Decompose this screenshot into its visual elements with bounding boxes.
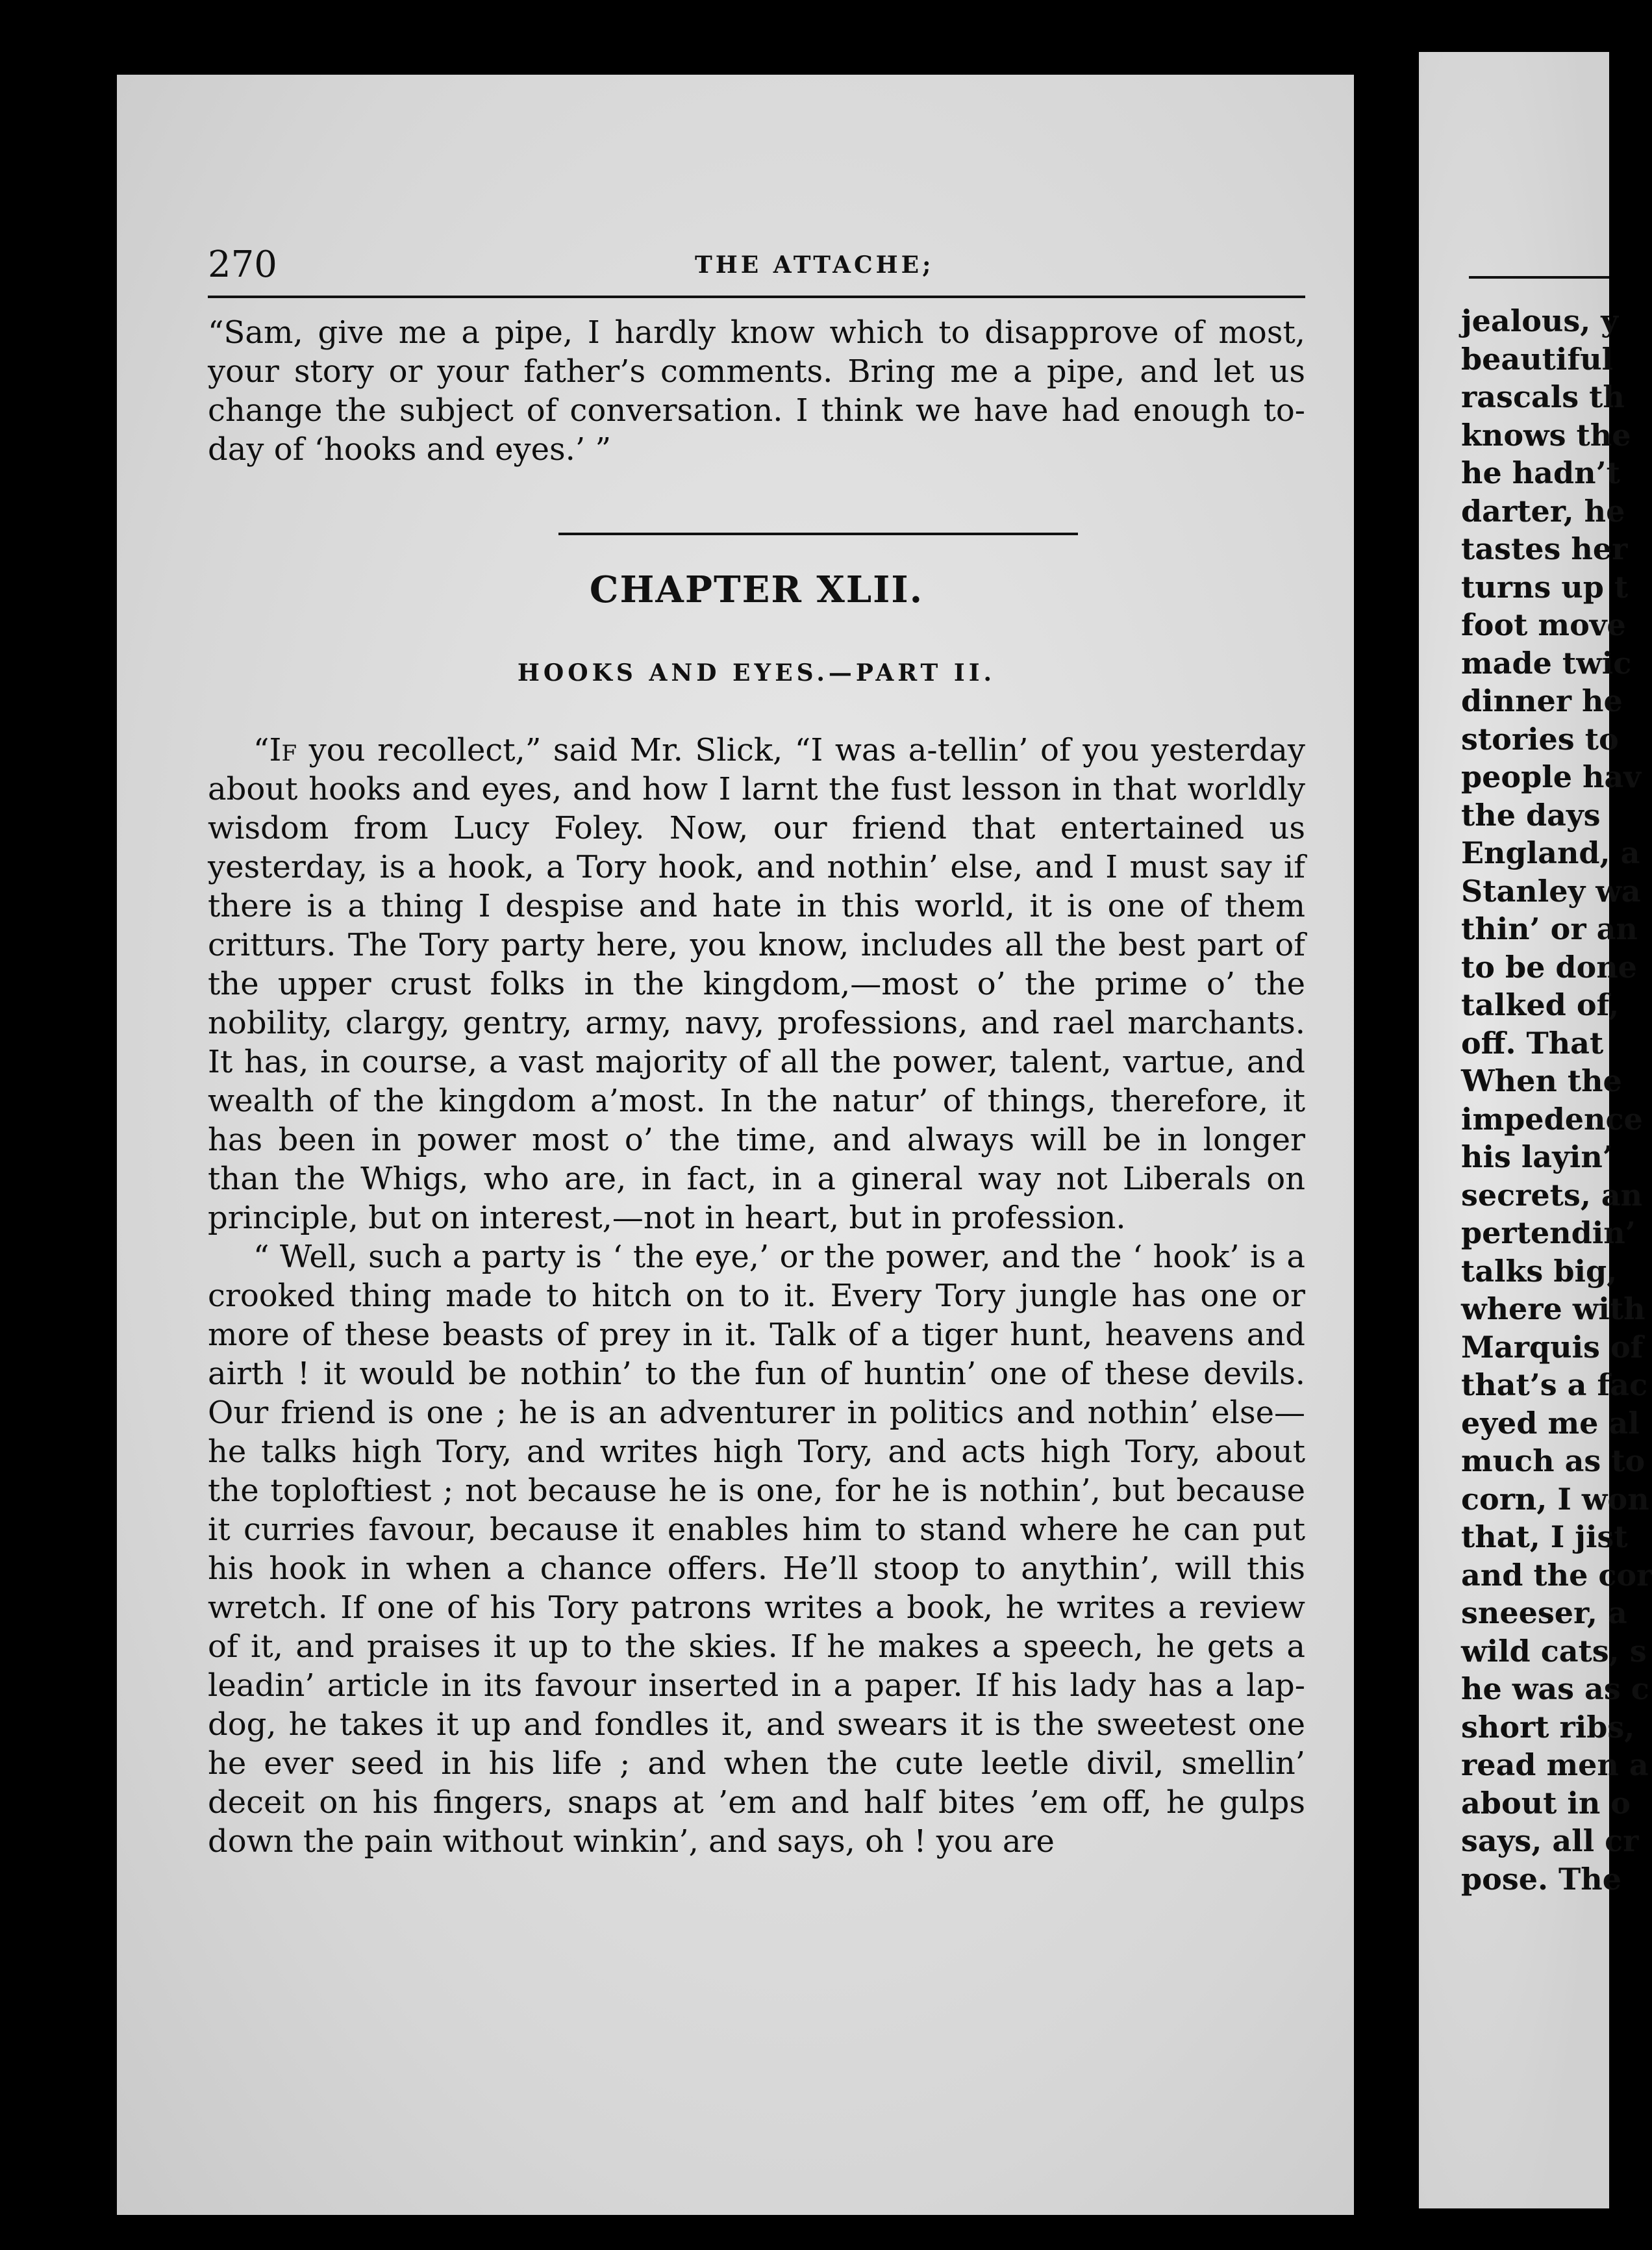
- facing-page-line: When the: [1461, 1063, 1622, 1098]
- page-header: [208, 244, 1305, 289]
- facing-page-line: jealous, y: [1461, 303, 1618, 338]
- facing-page-line: off. That: [1461, 1025, 1604, 1061]
- chapter-subtitle: HOOKS AND EYES.—PART II.: [517, 659, 996, 687]
- facing-page-line: his layin’: [1461, 1139, 1613, 1174]
- opening-paragraph: “Sam, give me a pipe, I hardly know which to disapprove of most, your story or your father’s comments. Bring me a pipe, and let us change the subject of conversation. I think we have had enough to-day of ‘hooks and eyes.’ ”: [208, 314, 1305, 468]
- facing-page-line: Marquis of: [1461, 1329, 1644, 1365]
- facing-page-line: foot move: [1461, 607, 1626, 642]
- facing-page-line: secrets, an: [1461, 1177, 1643, 1213]
- header-rule: [208, 296, 1305, 298]
- facing-page-line: that, I jist: [1461, 1519, 1628, 1554]
- facing-page-line: the days: [1461, 797, 1601, 833]
- chapter-body: [208, 731, 1305, 1861]
- facing-page-text: [1461, 302, 1652, 1898]
- facing-page-line: and the cor: [1461, 1557, 1652, 1593]
- facing-page-line: knows the: [1461, 417, 1631, 453]
- facing-page-line: talks big,: [1461, 1253, 1618, 1289]
- opening-quote: “: [253, 732, 269, 768]
- facing-page-line: tastes her: [1461, 531, 1628, 566]
- facing-page-line: beautiful: [1461, 341, 1614, 377]
- running-head: THE ATTACHE;: [695, 251, 934, 279]
- facing-page-line: to be done: [1461, 949, 1637, 985]
- facing-page-line: about in o: [1461, 1785, 1631, 1821]
- facing-page-line: Stanley wa: [1461, 873, 1641, 909]
- facing-page-line: turns up t: [1461, 569, 1629, 605]
- chapter-title: CHAPTER XLII.: [589, 568, 924, 611]
- paragraph-text: you recollect,” said Mr. Slick, “I was a-tellin’ of you yesterday about hooks and eyes, and how I larnt the fust lesson in that worldly wisdom from Lucy Foley. Now, our friend that entertained us yesterday, is a hook, a Tory hook, and nothin’ else, and I must say if there is a thing I despise and hate in this world, it is one of them critturs. The Tory party here, you know, includes all the best part of the upper crust folks in the kingdom,—most o’ the prime o’ the nobility, clargy, gentry, army, navy, professions, and rael marchants. It has, in course, a vast majority of all the power, talent, vartue, and wealth of the kingdom a’most. In the natur’ of things, therefore, it has been in power most o’ the time, and always will be in longer than the Whigs, who are, in fact, in a gineral way not Liberals on principle, but on interest,—not in heart, but in profession.: [208, 732, 1305, 1236]
- page-number: 270: [208, 244, 277, 286]
- facing-page-rule: [1469, 276, 1609, 279]
- facing-page-line: talked of,: [1461, 987, 1620, 1022]
- facing-page-line: made twic: [1461, 645, 1632, 681]
- facing-page-line: darter, he: [1461, 493, 1625, 529]
- facing-page-line: pertendin’: [1461, 1215, 1636, 1250]
- facing-page-line: that’s a fac: [1461, 1367, 1648, 1402]
- body-paragraph-2: “ Well, such a party is ‘ the eye,’ or the power, and the ‘ hook’ is a crooked thing made to hitch on to it. Every Tory jungle has one or more of these beasts of prey in it. Talk of a tiger hunt, heavens and airth ! it would be nothin’ to the fun of huntin’ one of these devils. Our friend is one ; he is an adventurer in politics and nothin’ else—he talks high Tory, and writes high Tory, and acts high Tory, about the toploftiest ; not because he is one, for he is nothin’, but because it curries favour, because it enables him to stand where he can put his hook in when a chance offers. He’ll stoop to anythin’, will this wretch. If one of his Tory patrons writes a book, he writes a review of it, and praises it up to the skies. If he makes a speech, he gets a leadin’ article in its favour inserted in a paper. If his lady has a lap-dog, he takes it up and fondles it, and swears it is the sweetest one he ever seed in his life ; and when the cute leetle divil, smellin’ deceit on his fingers, snaps at ’em and half bites ’em off, he gulps down the pain without winkin’, and says, oh ! you are: [208, 1239, 1305, 1860]
- facing-page-line: much as to: [1461, 1443, 1646, 1478]
- facing-page-line: where with: [1461, 1291, 1646, 1326]
- facing-page-line: England, a: [1461, 835, 1640, 870]
- facing-page-line: he hadn’t: [1461, 455, 1620, 490]
- facing-page-line: thin’ or an: [1461, 911, 1638, 946]
- facing-page-line: corn, I won: [1461, 1481, 1649, 1517]
- facing-page-line: sneeser, a: [1461, 1595, 1627, 1630]
- facing-page-line: people hav: [1461, 759, 1642, 794]
- drop-word: If: [269, 732, 297, 768]
- facing-page-line: short ribs,: [1461, 1709, 1635, 1745]
- facing-page-line: impedence: [1461, 1101, 1643, 1137]
- facing-page-line: says, all cr: [1461, 1823, 1639, 1858]
- facing-page-line: pose. The: [1461, 1861, 1621, 1897]
- facing-page-line: wild cats, s: [1461, 1633, 1647, 1669]
- body-paragraph-1: [208, 731, 1305, 1237]
- facing-page-line: read men a: [1461, 1747, 1649, 1782]
- facing-page-line: dinner he: [1461, 683, 1623, 718]
- facing-page-line: he was as c: [1461, 1671, 1649, 1706]
- facing-page-line: stories to: [1461, 721, 1619, 757]
- chapter-divider: [558, 533, 1078, 535]
- facing-page-line: eyed me al: [1461, 1405, 1640, 1441]
- facing-page-line: rascals th: [1461, 379, 1625, 414]
